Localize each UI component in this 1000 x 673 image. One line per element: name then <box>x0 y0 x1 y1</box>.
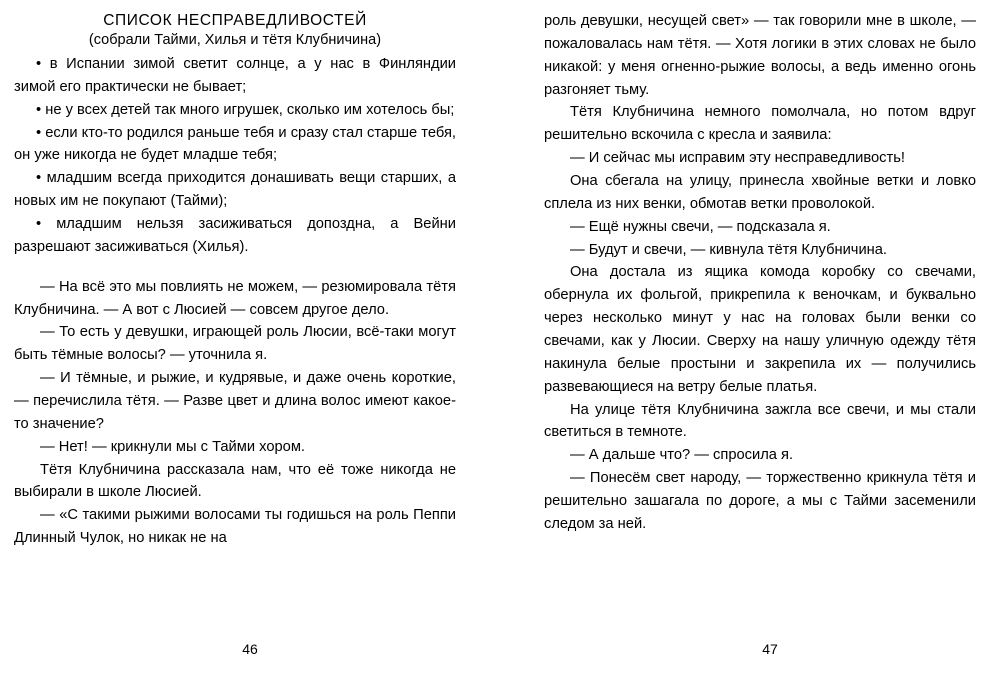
body-paragraph: Она сбегала на улицу, принесла хвойные ветки и ловко сплела из них венки, обмотав ветки проволокой. <box>544 173 976 212</box>
body-paragraph: — И тёмные, и рыжие, и кудрявые, и даже очень короткие, — перечислила тётя. — Разве цвет и длина волос имеют какое-то значение? <box>14 370 456 432</box>
body-paragraph: — На всё это мы повлиять не можем, — резюмировала тётя Клубничина. — А вот с Люсией — совсем другое дело. <box>14 278 456 318</box>
list-item: • младшим нельзя засиживаться допоздна, а Вейни разрешают засиживаться (Хилья). <box>14 216 456 255</box>
list-item: • если кто-то родился раньше тебя и сразу стал старше тебя, он уже никогда не будет младше тебя; <box>14 124 456 164</box>
page-title: СПИСОК НЕСПРАВЕДЛИВОСТЕЙ <box>103 12 367 29</box>
body-paragraph: Тётя Клубничина немного помолчала, но потом вдруг решительно вскочила с кресла и заявила: <box>544 104 976 144</box>
body-paragraph: — И сейчас мы исправим эту несправедливость! <box>570 150 905 167</box>
page-number: 47 <box>762 641 778 657</box>
paragraph-gap <box>14 259 456 276</box>
list-item: • младшим всегда приходится донашивать вещи старших, а новых им не покупают (Тайми); <box>14 170 456 210</box>
body-paragraph: — «С такими рыжими волосами ты годишься на роль Пеппи Длинный Чулок, но никак не на <box>14 507 456 547</box>
body-paragraph: роль девушки, несущей свет» — так говорили мне в школе, — пожаловалась нам тётя. — Хотя логики в этих словах не было никакой: у меня огненно-рыжие волосы, а ведь именно огонь разгоняет тьму. <box>544 13 976 98</box>
page-number: 46 <box>242 641 258 657</box>
body-paragraph: — А дальше что? — спросила я. <box>570 447 794 464</box>
body-paragraph: — То есть у девушки, играющей роль Люсии, всё-таки могут быть тёмные волосы? — уточнила я. <box>14 324 456 364</box>
body-paragraph: — Будут и свечи, — кивнула тётя Клубничина. <box>570 241 888 258</box>
list-item: • не у всех детей так много игрушек, сколько им хотелось бы; <box>36 101 455 118</box>
body-paragraph: Тётя Клубничина рассказала нам, что её тоже никогда не выбирали в школе Люсией. <box>14 461 456 501</box>
body-paragraph: Она достала из ящика комода коробку со свечами, обернула их фольгой, прикрепила к веночкам, и буквально через несколько минут у нас на головах были венки со свечами, как у Люсии. Сверху на нашу уличную одежду тётя накинула белые простыни и закрепила их — получились развевающиеся на ветру белые платья. <box>544 264 976 395</box>
body-paragraph: — Ещё нужны свечи, — подсказала я. <box>570 218 831 235</box>
body-paragraph: — Нет! — крикнули мы с Тайми хором. <box>40 438 306 455</box>
right-page <box>500 0 1000 673</box>
body-paragraph: — Понесём свет народу, — торжественно крикнула тётя и решительно зашагала по дороге, а мы с Тайми засеменили следом за ней. <box>544 470 976 532</box>
body-paragraph: На улице тётя Клубничина зажгла все свечи, и мы стали светиться в темноте. <box>544 401 976 441</box>
list-item: • в Испании зимой светит солнце, а у нас в Финляндии зимой его практически не бывает; <box>14 56 456 95</box>
page-subtitle: (собрали Тайми, Хилья и тётя Клубничина) <box>88 32 382 48</box>
